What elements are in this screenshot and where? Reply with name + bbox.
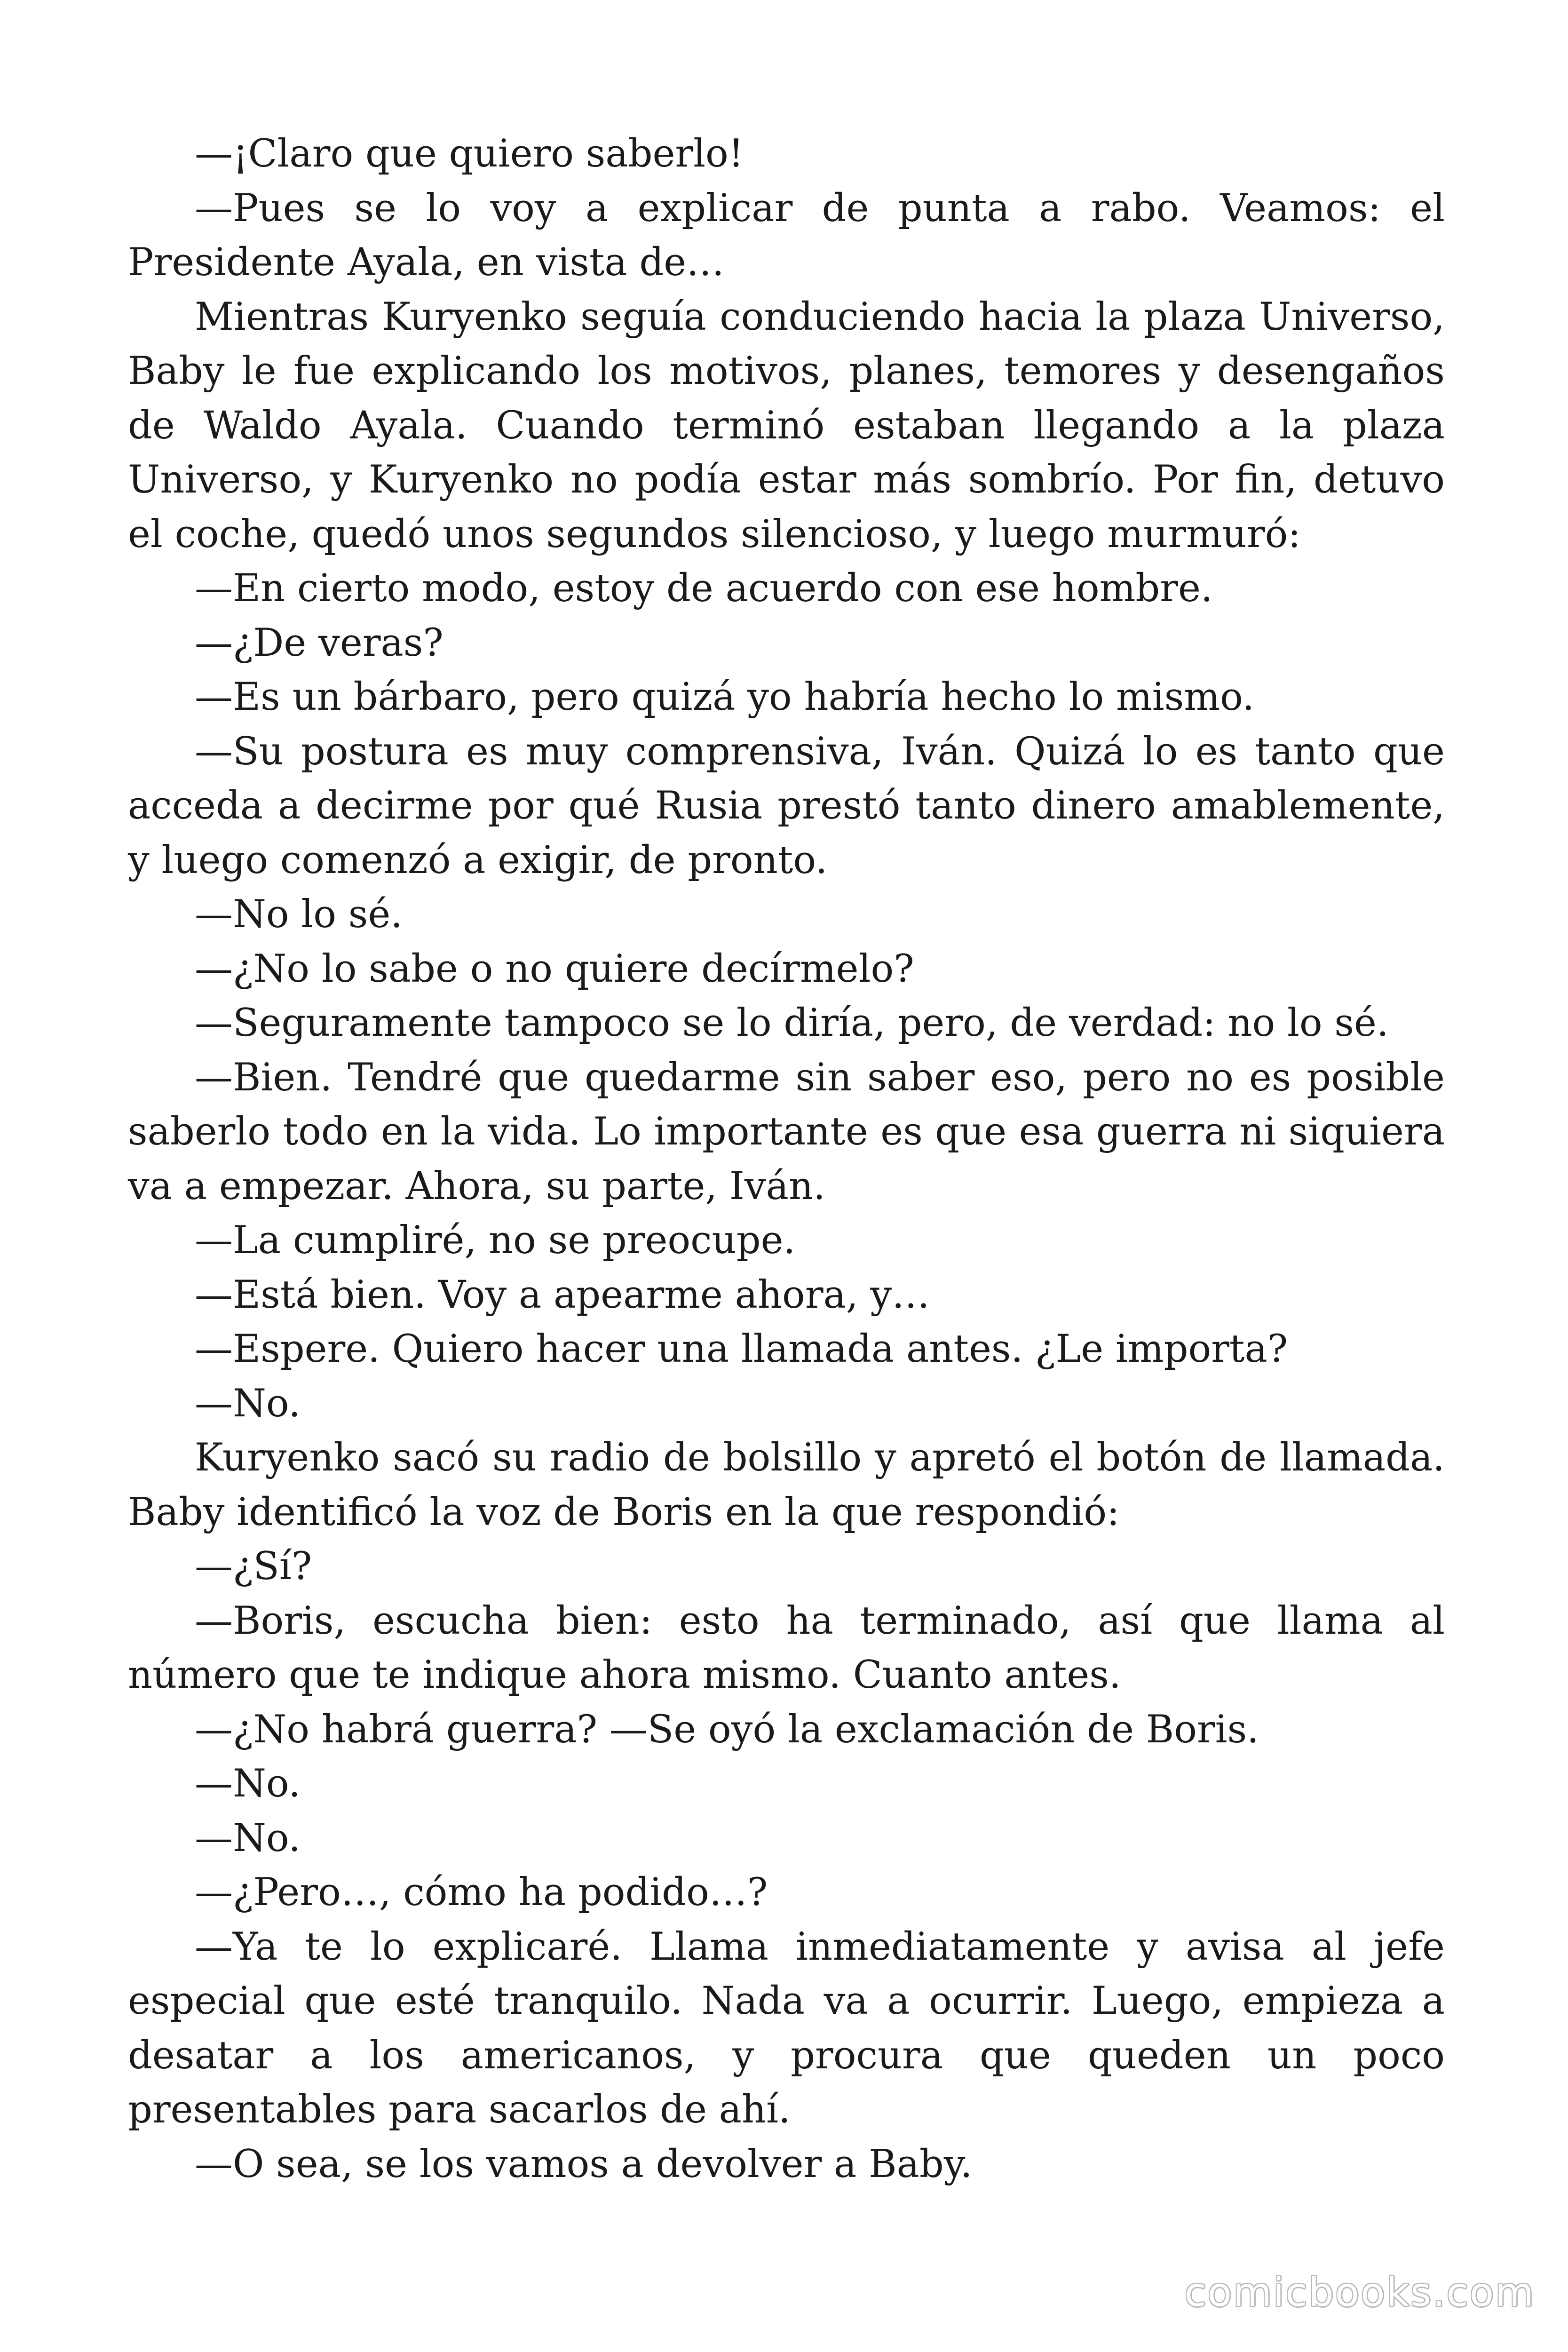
paragraph: —No.: [195, 1816, 301, 1860]
paragraph: —Es un bárbaro, pero quizá yo habría hecho lo mismo.: [195, 675, 1255, 719]
paragraph: —No lo sé.: [195, 892, 403, 937]
paragraph: —Ya te lo explicaré. Llama inmediatamente y avisa al jefe especial que esté tranquilo. Nada va a ocurrir. Luego, empieza a desatar a los americanos, y procura que queden un poco presentables para sacarlos de ahí.: [128, 1924, 1445, 2132]
paragraph: —¡Claro que quiero saberlo!: [195, 132, 744, 176]
paragraph: —Está bien. Voy a apearme ahora, y…: [195, 1272, 930, 1317]
paragraph: —Boris, escucha bien: esto ha terminado, así que llama al número que te indique ahora mismo. Cuanto antes.: [128, 1598, 1445, 1697]
paragraph: —No.: [195, 1381, 301, 1426]
watermark-logo: comicbooks.com: [1184, 2269, 1535, 2315]
paragraph: Kuryenko sacó su radio de bolsillo y apretó el botón de llamada. Baby identificó la voz de Boris en la que respondió:: [128, 1436, 1445, 1534]
paragraph: —En cierto modo, estoy de acuerdo con ese hombre.: [195, 566, 1213, 611]
paragraph: —¿De veras?: [195, 620, 443, 665]
page-text: [128, 127, 1445, 2192]
paragraph: —Su postura es muy comprensiva, Iván. Quizá lo es tanto que acceda a decirme por qué Rusia prestó tanto dinero amablemente, y luego comenzó a exigir, de pronto.: [128, 729, 1445, 882]
paragraph: —O sea, se los vamos a devolver a Baby.: [195, 2142, 973, 2186]
paragraph: —Bien. Tendré que quedarme sin saber eso, pero no es posible saberlo todo en la vida. Lo importante es que esa guerra ni siquiera va a empezar. Ahora, su parte, Iván.: [128, 1055, 1445, 1208]
paragraph: Mientras Kuryenko seguía conduciendo hacia la plaza Universo, Baby le fue explicando los motivos, planes, temores y desengaños de Waldo Ayala. Cuando terminó estaban llegando a la plaza Universo, y Kuryenko no podía estar más sombrío. Por fin, detuvo el coche, quedó unos segundos silencioso, y luego murmuró:: [128, 294, 1445, 556]
paragraph: —Espere. Quiero hacer una llamada antes. ¿Le importa?: [195, 1327, 1288, 1371]
paragraph: —No.: [195, 1762, 301, 1806]
paragraph: —¿No lo sabe o no quiere decírmelo?: [195, 946, 914, 991]
paragraph: —¿No habrá guerra? —Se oyó la exclamación de Boris.: [195, 1707, 1259, 1752]
paragraph: —Pues se lo voy a explicar de punta a rabo. Veamos: el Presidente Ayala, en vista de…: [128, 186, 1445, 285]
paragraph: —Seguramente tampoco se lo diría, pero, de verdad: no lo sé.: [195, 1001, 1389, 1045]
paragraph: —¿Sí?: [195, 1544, 312, 1589]
paragraph: —¿Pero…, cómo ha podido…?: [195, 1870, 768, 1915]
paragraph: —La cumpliré, no se preocupe.: [195, 1218, 796, 1263]
